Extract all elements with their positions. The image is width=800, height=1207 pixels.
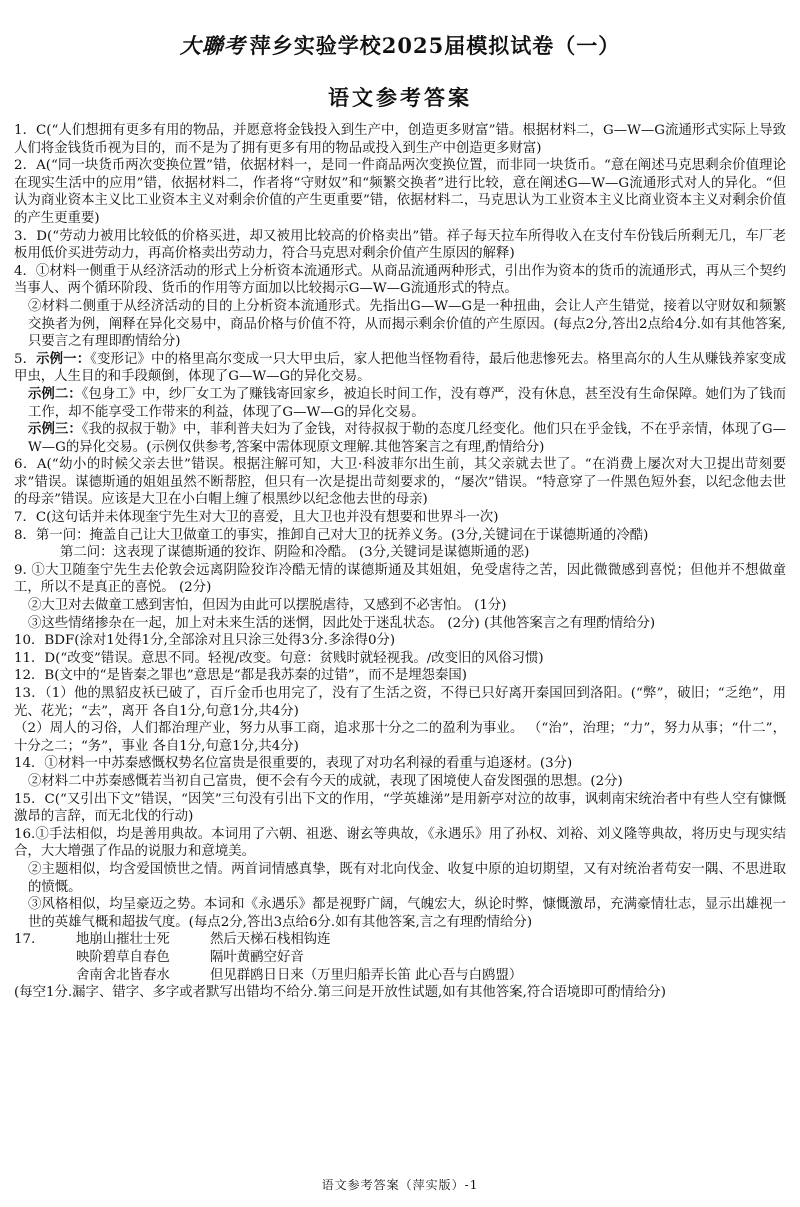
example-1-label: 示例一： (36, 350, 91, 367)
example-1-text: 《变形记》中的格里高尔变成一只大甲虫后，家人把他当怪物看待，最后他悲惨死去。格里高尔的人生从赚钱养家变成甲虫，人生目的和手段颠倒，体现了G—W—G的异化交易。 (14, 351, 786, 385)
answer-16-point-3: ③风格相似，均呈豪迈之势。本词和《永遇乐》都是视野广阔，气魄宏大，纵论时弊，慷慨激昂，充满豪情壮志，显示出雄视一世的英雄气概和超拔气度。(每点2分,答出3点给6分.如有其他答案,言之有理酌情给分) (28, 897, 786, 930)
poem-row (14, 949, 786, 967)
poem-line-b: 然后天梯石栈相钩连 (210, 932, 331, 948)
example-2-label: 示例二： (28, 385, 82, 402)
answer-10: 10．BDF(涂对1处得1分,全部涂对且只涂三处得3分.多涂得0分) (14, 633, 396, 649)
poem-line-b: 隔叶黄鹂空好音 (210, 949, 304, 965)
answer-14-point-2: ②材料二中苏秦感慨若当初自己富贵，便不会有今天的成就，表现了困境使人奋发图强的思想。(2分) (28, 773, 623, 789)
poem-line-a: 地崩山摧壮士死 (76, 932, 170, 948)
answer-8-q2: 第二问：这表现了谋德斯通的狡诈、阴险和冷酷。 (3分,关键词是谋德斯通的恶) (60, 545, 530, 561)
page-subtitle: 语文参考答案 (328, 85, 472, 110)
page-footer: 语文参考答案（萍实版）-1 (321, 1178, 479, 1192)
answer-5-num: 5． (14, 351, 37, 367)
answer-5-example-1 (14, 351, 786, 386)
poem-line-a: 舍南舍北皆春水 (76, 967, 170, 983)
answer-6: 6．A(“幼小的时候父亲去世”错误。根据注解可知，大卫·科波菲尔出生前，其父亲就去世了。“在消费上屡次对大卫提出苛刻要求”错误。谋德斯通的姐姐虽然不断帮腔，但只有一次是提出苛刻要求的，“屡次”错误。“特意穿了一件黑色短外套，以纪念他去世的母亲”错误。应该是大卫在小白帽上缠了根黑纱以纪念他去世的母亲) (14, 457, 786, 508)
answer-17-num: 17. (14, 932, 36, 948)
example-3-label: 示例三： (28, 421, 82, 438)
answer-2: 2．A(“同一块货币两次变换位置”错，依据材料一，是同一件商品两次变换位置，而非同一块货币。“意在阐述马克思剩余价值理论在现实生活中的应用”错，依据材料二，作者将“守财奴”和“频繁交换者”进行比较，意在阐述G—W—G流通形式对人的异化。“但认为商业资本主义比工业资本主义对剩余价值的产生更重要”错，依据材料二，马克思认为工业资本主义比商业资本主义对剩余价值的产生更重要) (14, 158, 786, 226)
answer-5-example-2 (14, 386, 786, 421)
answer-16-point-1: 16.①手法相似，均是善用典故。本词用了六朝、祖逖、谢玄等典故，《永遇乐》用了孙权、刘裕、刘义隆等典故，将历史与现实结合，大大增强了作品的说服力和意境美。 (14, 826, 786, 860)
answer-body (14, 122, 786, 1002)
answer-14-point-1: 14．①材料一中苏秦感慨权势名位富贵是很重要的，表现了对功名利禄的看重与追逐材。(3分) (14, 756, 573, 772)
example-3-text: 《我的叔叔于勒》中，菲利普夫妇为了金钱，对待叔叔于勒的态度几经变化。他们只在乎金钱，不在乎亲情，体现了G—W—G的异化交易。(示例仅供参考,答案中需体现原文理解.其他答案言之有理,酌情给分) (28, 422, 787, 455)
answer-17-note: (每空1分.漏字、错字、多字或者默写出错均不给分.第三问是开放性试题,如有其他答案,符合语境即可酌情给分) (14, 985, 666, 1001)
answer-8-q1: 8．第一问：掩盖自己让大卫做童工的事实，推卸自己对大卫的抚养义务。(3分,关键词在于谋德斯通的冷酷) (14, 527, 649, 543)
answer-13-part-2: （2）周人的习俗，人们都治理产业，努力从事工商，追求那十分之二的盈利为事业。 （“治”，治理；“力”，努力从事；“什二”，十分之二；“务”，事业 各自1分,句意1分,共4分) (14, 721, 786, 754)
brand-logo: 大聯考 (179, 33, 246, 58)
poem-row (14, 931, 786, 949)
poem-line-a: 映阶碧草自春色 (76, 949, 170, 965)
exam-title (0, 30, 800, 60)
answer-16-point-2: ②主题相似，均含爱国愤世之情。两首词情感真挚，既有对北向伐金、收复中原的迫切期望，又有对统治者苟安一隅、不思进取的愤慨。 (28, 861, 786, 895)
answer-17 (14, 931, 786, 984)
poem-row (14, 967, 786, 985)
answer-5-example-3 (14, 421, 786, 456)
poem-line-b: 但见群鸥日日来（万里归船弄长笛 此心吾与白鸥盟） (210, 967, 523, 983)
answer-15: 15．C(“又引出下文”错误，“因笑”三句没有引出下文的作用，“学英雄涕”是用新亭对泣的故事，讽刺南宋统治者中有些人空有慷慨激昂的言辞，而无北伐的行动) (14, 791, 786, 825)
answer-13-part-1: 13．（1）他的黑貂皮袄已破了，百斤金币也用完了，没有了生活之资，不得已只好离开秦国回到洛阳。(“弊”，破旧；“乏绝”，用光、花光；“去”，离开 各自1分,句意1分,共4分) (14, 686, 786, 719)
answer-9-point-2: ②大卫对去做童工感到害怕，但因为由此可以摆脱虐待，又感到不必害怕。 (1分) (28, 598, 507, 614)
answer-7: 7．C(这句话并未体现奎宁先生对大卫的喜爱，且大卫也并没有想要和世界斗一次) (14, 510, 499, 526)
answer-11: 11．D(“改变”错误。意思不同。轻视/改变。句意：贫贱时就轻视我。/改变旧的风俗习惯) (14, 650, 544, 666)
answer-1: 1．C(“人们想拥有更多有用的物品，并愿意将金钱投入到生产中，创造更多财富”错。根据材料二，G—W—G流通形式实际上导致人们将金钱货币视为目的，而不是为了拥有更多有用的物品或投入到生产中创造更多财富) (14, 123, 786, 156)
example-2-text: 《包身工》中，纱厂女工为了赚钱寄回家乡，被迫长时间工作，没有尊严，没有休息，甚至没有生命保障。她们为了钱而工作，却不能享受工作带来的利益，体现了G—W—G的异化交易。 (28, 386, 787, 420)
answer-4-part2: ②材料二侧重于从经济活动的目的上分析资本流通形式。先指出G—W—G是一种扭曲，会让人产生错觉，接着以守财奴和频繁交换者为例，阐释在异化交易中，商品价格与价值不符，从而揭示剩余价值的产生原因。(每点2分,答出2点给4分.如有其他答案,只要言之有理即酌情给分) (28, 298, 786, 350)
answer-9-point-1: 9. ①大卫随奎宁先生去伦敦会远离阴险狡诈冷酷无情的谋德斯通及其姐姐，免受虐待之苦，因此微微感到喜悦；但他并不想做童工，所以不是真正的喜悦。 (2分) (14, 562, 786, 596)
answer-12: 12．B(文中的“是皆秦之罪也”意思是“都是我苏秦的过错”，而不是埋怨秦国) (14, 668, 468, 684)
answer-3: 3．D(“劳动力被用比较低的价格买进，却又被用比较高的价格卖出”错。祥子每天拉车所得收入在支付车份钱后所剩无几，车厂老板用低价买进劳动力，再高价格卖出劳动力，符合马克思对剩余价值产生原因的解释) (14, 228, 786, 262)
answer-4: 4．①材料一侧重于从经济活动的形式上分析资本流通形式。从商品流通两种形式，引出作为资本的货币的流通形式，再从三个契约当事人、两个循环阶段、货币的作用等方面加以比较揭示G—W—G流通形式的特点。 (14, 263, 786, 297)
answer-9-point-3: ③这些情绪掺杂在一起，加上对未来生活的迷惘，因此处于迷乱状态。 (2分) (其他答案言之有理酌情给分) (28, 615, 656, 631)
exam-title-text: 萍乡实验学校2025届模拟试卷（一） (249, 33, 621, 58)
